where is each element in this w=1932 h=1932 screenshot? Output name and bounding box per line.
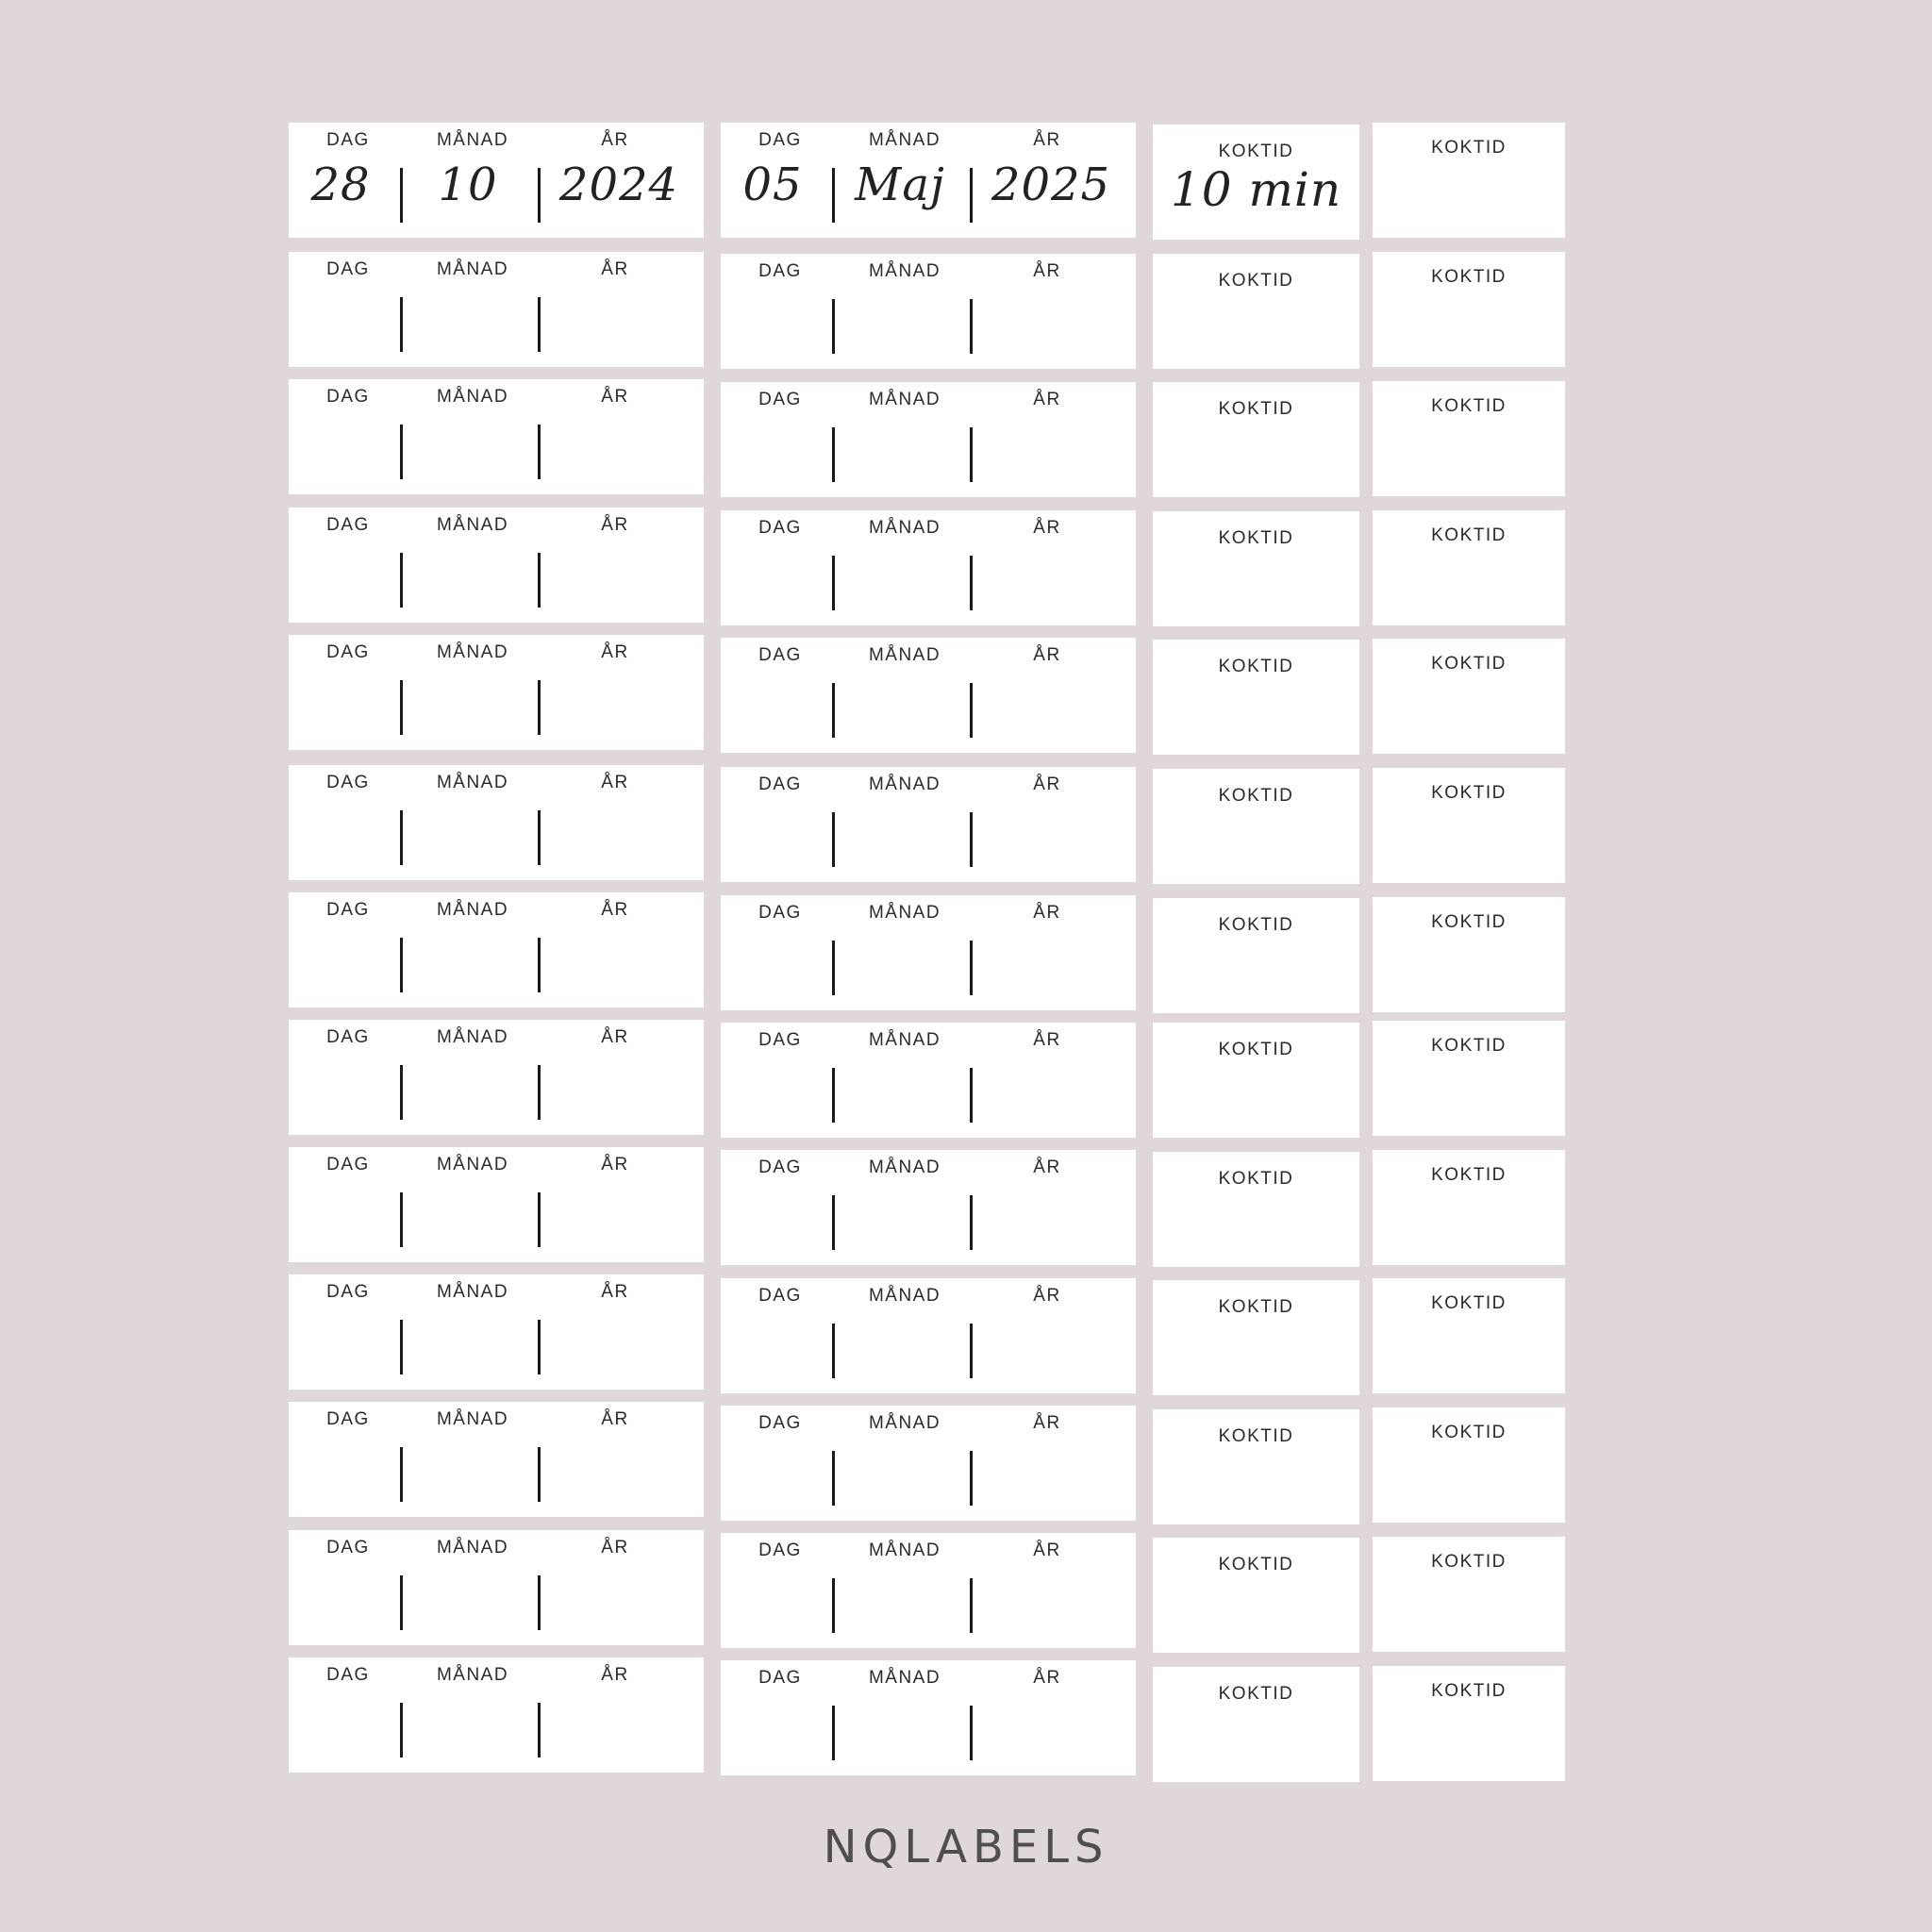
brand-logo: NQLABELS <box>823 1821 1109 1874</box>
dag-caption: DAG <box>758 261 802 281</box>
koktid-label <box>1373 510 1565 625</box>
separator <box>970 1451 973 1506</box>
separator <box>970 941 973 995</box>
koktid-caption: KOKTID <box>1431 912 1507 932</box>
dag-caption: DAG <box>326 130 370 150</box>
manad-caption: MÅNAD <box>436 1538 509 1557</box>
koktid-label <box>1153 1280 1359 1395</box>
manad-caption: MÅNAD <box>868 1668 941 1688</box>
koktid-label <box>1373 1021 1565 1136</box>
dag-caption: DAG <box>326 387 370 407</box>
date-label <box>721 123 1136 238</box>
separator <box>970 427 973 482</box>
koktid-label <box>1373 897 1565 1012</box>
manad-caption: MÅNAD <box>436 1665 509 1685</box>
separator <box>400 938 403 992</box>
koktid-caption: KOKTID <box>1218 657 1294 676</box>
koktid-label <box>1153 125 1359 240</box>
koktid-label <box>1373 768 1565 883</box>
dag-caption: DAG <box>326 515 370 535</box>
manad-caption: MÅNAD <box>436 515 509 535</box>
separator <box>538 1575 541 1630</box>
koktid-caption: KOKTID <box>1218 1684 1294 1704</box>
manad-caption: MÅNAD <box>436 642 509 662</box>
manad-caption: MÅNAD <box>436 1282 509 1302</box>
ar-caption: ÅR <box>1033 130 1061 150</box>
manad-caption: MÅNAD <box>436 900 509 920</box>
separator <box>538 1192 541 1247</box>
separator <box>538 1703 541 1757</box>
koktid-caption: KOKTID <box>1218 142 1294 161</box>
date-label <box>721 1533 1136 1648</box>
date-label <box>289 252 704 367</box>
koktid-label <box>1153 1538 1359 1653</box>
date-label <box>289 508 704 623</box>
manad-caption: MÅNAD <box>868 645 941 665</box>
manad-caption: MÅNAD <box>436 387 509 407</box>
ar-caption: ÅR <box>601 259 629 279</box>
ar-caption: ÅR <box>601 387 629 407</box>
date-label <box>721 1660 1136 1775</box>
ar-caption: ÅR <box>601 900 629 920</box>
dag-caption: DAG <box>326 259 370 279</box>
separator <box>400 1320 403 1374</box>
koktid-caption: KOKTID <box>1431 525 1507 545</box>
date-label <box>721 638 1136 753</box>
separator <box>832 168 835 223</box>
dag-caption: DAG <box>326 773 370 792</box>
ar-caption: ÅR <box>1033 1541 1061 1560</box>
separator <box>970 683 973 738</box>
manad-caption: MÅNAD <box>436 259 509 279</box>
ar-caption: ÅR <box>601 642 629 662</box>
koktid-caption: KOKTID <box>1218 1297 1294 1317</box>
handwritten-year: 2024 <box>558 158 679 211</box>
separator <box>832 299 835 354</box>
koktid-label <box>1153 254 1359 369</box>
koktid-label <box>1153 898 1359 1013</box>
separator <box>832 1706 835 1760</box>
koktid-caption: KOKTID <box>1218 1555 1294 1574</box>
dag-caption: DAG <box>326 900 370 920</box>
separator <box>970 1068 973 1123</box>
manad-caption: MÅNAD <box>868 130 941 150</box>
dag-caption: DAG <box>326 1538 370 1557</box>
ar-caption: ÅR <box>601 1665 629 1685</box>
koktid-label <box>1153 511 1359 626</box>
manad-caption: MÅNAD <box>868 1030 941 1050</box>
ar-caption: ÅR <box>1033 518 1061 538</box>
handwritten-month: 10 <box>438 158 498 211</box>
handwritten-month: Maj <box>855 158 945 211</box>
dag-caption: DAG <box>326 1282 370 1302</box>
koktid-label <box>1373 1666 1565 1781</box>
dag-caption: DAG <box>326 1409 370 1429</box>
koktid-caption: KOKTID <box>1431 138 1507 158</box>
date-label <box>289 379 704 494</box>
separator <box>832 1578 835 1633</box>
date-label <box>289 635 704 750</box>
separator <box>832 427 835 482</box>
date-label <box>289 1402 704 1517</box>
dag-caption: DAG <box>758 1668 802 1688</box>
date-label <box>721 1406 1136 1521</box>
koktid-label <box>1153 769 1359 884</box>
separator <box>832 1195 835 1250</box>
manad-caption: MÅNAD <box>868 1413 941 1433</box>
manad-caption: MÅNAD <box>436 773 509 792</box>
koktid-caption: KOKTID <box>1218 271 1294 291</box>
ar-caption: ÅR <box>601 515 629 535</box>
separator <box>970 1578 973 1633</box>
dag-caption: DAG <box>758 1541 802 1560</box>
koktid-caption: KOKTID <box>1218 915 1294 935</box>
date-label <box>721 767 1136 882</box>
koktid-label <box>1373 639 1565 754</box>
date-label <box>289 1274 704 1390</box>
koktid-caption: KOKTID <box>1431 1552 1507 1572</box>
manad-caption: MÅNAD <box>868 774 941 794</box>
manad-caption: MÅNAD <box>868 261 941 281</box>
koktid-caption: KOKTID <box>1431 1423 1507 1442</box>
ar-caption: ÅR <box>1033 1413 1061 1433</box>
manad-caption: MÅNAD <box>436 1155 509 1174</box>
separator <box>538 680 541 735</box>
separator <box>970 168 973 223</box>
separator <box>400 680 403 735</box>
separator <box>538 553 541 608</box>
koktid-caption: KOKTID <box>1218 528 1294 548</box>
separator <box>832 1451 835 1506</box>
koktid-label <box>1373 1537 1565 1652</box>
koktid-label <box>1153 1023 1359 1138</box>
dag-caption: DAG <box>758 518 802 538</box>
separator <box>832 1068 835 1123</box>
koktid-caption: KOKTID <box>1431 267 1507 287</box>
koktid-label <box>1153 382 1359 497</box>
ar-caption: ÅR <box>601 130 629 150</box>
koktid-caption: KOKTID <box>1431 396 1507 416</box>
separator <box>832 556 835 610</box>
koktid-label <box>1373 1150 1565 1265</box>
ar-caption: ÅR <box>1033 1030 1061 1050</box>
ar-caption: ÅR <box>1033 390 1061 409</box>
date-label <box>289 123 704 238</box>
manad-caption: MÅNAD <box>436 1409 509 1429</box>
manad-caption: MÅNAD <box>868 390 941 409</box>
date-label <box>721 510 1136 625</box>
koktid-caption: KOKTID <box>1431 1165 1507 1185</box>
ar-caption: ÅR <box>1033 1158 1061 1177</box>
manad-caption: MÅNAD <box>436 130 509 150</box>
ar-caption: ÅR <box>1033 1668 1061 1688</box>
manad-caption: MÅNAD <box>868 903 941 923</box>
dag-caption: DAG <box>326 642 370 662</box>
manad-caption: MÅNAD <box>436 1027 509 1047</box>
koktid-caption: KOKTID <box>1218 1426 1294 1446</box>
koktid-caption: KOKTID <box>1218 786 1294 806</box>
separator <box>832 812 835 867</box>
koktid-label <box>1373 381 1565 496</box>
separator <box>832 1324 835 1378</box>
dag-caption: DAG <box>758 1413 802 1433</box>
separator <box>832 941 835 995</box>
koktid-label <box>1153 1667 1359 1782</box>
ar-caption: ÅR <box>601 1409 629 1429</box>
separator <box>970 1324 973 1378</box>
manad-caption: MÅNAD <box>868 1541 941 1560</box>
ar-caption: ÅR <box>1033 645 1061 665</box>
dag-caption: DAG <box>326 1027 370 1047</box>
handwritten-year: 2025 <box>991 158 1111 211</box>
separator <box>400 1575 403 1630</box>
dag-caption: DAG <box>758 645 802 665</box>
dag-caption: DAG <box>758 130 802 150</box>
separator <box>400 297 403 352</box>
dag-caption: DAG <box>758 903 802 923</box>
ar-caption: ÅR <box>601 773 629 792</box>
date-label <box>721 1023 1136 1138</box>
date-label <box>721 895 1136 1010</box>
separator <box>400 553 403 608</box>
date-label <box>289 892 704 1008</box>
koktid-caption: KOKTID <box>1431 1681 1507 1701</box>
separator <box>400 425 403 479</box>
ar-caption: ÅR <box>1033 261 1061 281</box>
separator <box>538 1447 541 1502</box>
date-label <box>289 765 704 880</box>
separator <box>400 168 403 223</box>
ar-caption: ÅR <box>1033 903 1061 923</box>
separator <box>970 812 973 867</box>
dag-caption: DAG <box>758 1286 802 1306</box>
ar-caption: ÅR <box>601 1538 629 1557</box>
date-label <box>721 1278 1136 1393</box>
separator <box>400 1192 403 1247</box>
handwritten-koktid: 10 min <box>1170 162 1342 217</box>
date-label <box>289 1657 704 1773</box>
separator <box>400 810 403 865</box>
separator <box>832 683 835 738</box>
koktid-caption: KOKTID <box>1218 399 1294 419</box>
koktid-caption: KOKTID <box>1218 1040 1294 1059</box>
separator <box>538 297 541 352</box>
koktid-label <box>1153 1152 1359 1267</box>
separator <box>400 1065 403 1120</box>
koktid-caption: KOKTID <box>1431 1293 1507 1313</box>
ar-caption: ÅR <box>601 1282 629 1302</box>
ar-caption: ÅR <box>601 1027 629 1047</box>
date-label <box>289 1147 704 1262</box>
separator <box>538 1065 541 1120</box>
koktid-caption: KOKTID <box>1431 654 1507 674</box>
manad-caption: MÅNAD <box>868 1158 941 1177</box>
date-label <box>289 1530 704 1645</box>
koktid-label <box>1373 1278 1565 1393</box>
date-label <box>721 382 1136 497</box>
koktid-caption: KOKTID <box>1218 1169 1294 1189</box>
date-label <box>721 254 1136 369</box>
handwritten-day: 28 <box>310 158 371 211</box>
manad-caption: MÅNAD <box>868 518 941 538</box>
koktid-label <box>1373 123 1565 238</box>
dag-caption: DAG <box>758 1030 802 1050</box>
koktid-label <box>1373 252 1565 367</box>
separator <box>970 1706 973 1760</box>
ar-caption: ÅR <box>601 1155 629 1174</box>
manad-caption: MÅNAD <box>868 1286 941 1306</box>
koktid-label <box>1153 640 1359 755</box>
koktid-label <box>1373 1407 1565 1523</box>
ar-caption: ÅR <box>1033 774 1061 794</box>
separator <box>400 1447 403 1502</box>
handwritten-day: 05 <box>742 158 803 211</box>
koktid-caption: KOKTID <box>1431 1036 1507 1056</box>
ar-caption: ÅR <box>1033 1286 1061 1306</box>
dag-caption: DAG <box>758 1158 802 1177</box>
separator <box>970 556 973 610</box>
dag-caption: DAG <box>758 390 802 409</box>
separator <box>538 425 541 479</box>
separator <box>970 1195 973 1250</box>
separator <box>538 938 541 992</box>
dag-caption: DAG <box>326 1665 370 1685</box>
separator <box>538 810 541 865</box>
separator <box>400 1703 403 1757</box>
dag-caption: DAG <box>758 774 802 794</box>
separator <box>538 1320 541 1374</box>
separator <box>970 299 973 354</box>
date-label <box>721 1150 1136 1265</box>
koktid-label <box>1153 1409 1359 1524</box>
dag-caption: DAG <box>326 1155 370 1174</box>
koktid-caption: KOKTID <box>1431 783 1507 803</box>
separator <box>538 168 541 223</box>
date-label <box>289 1020 704 1135</box>
